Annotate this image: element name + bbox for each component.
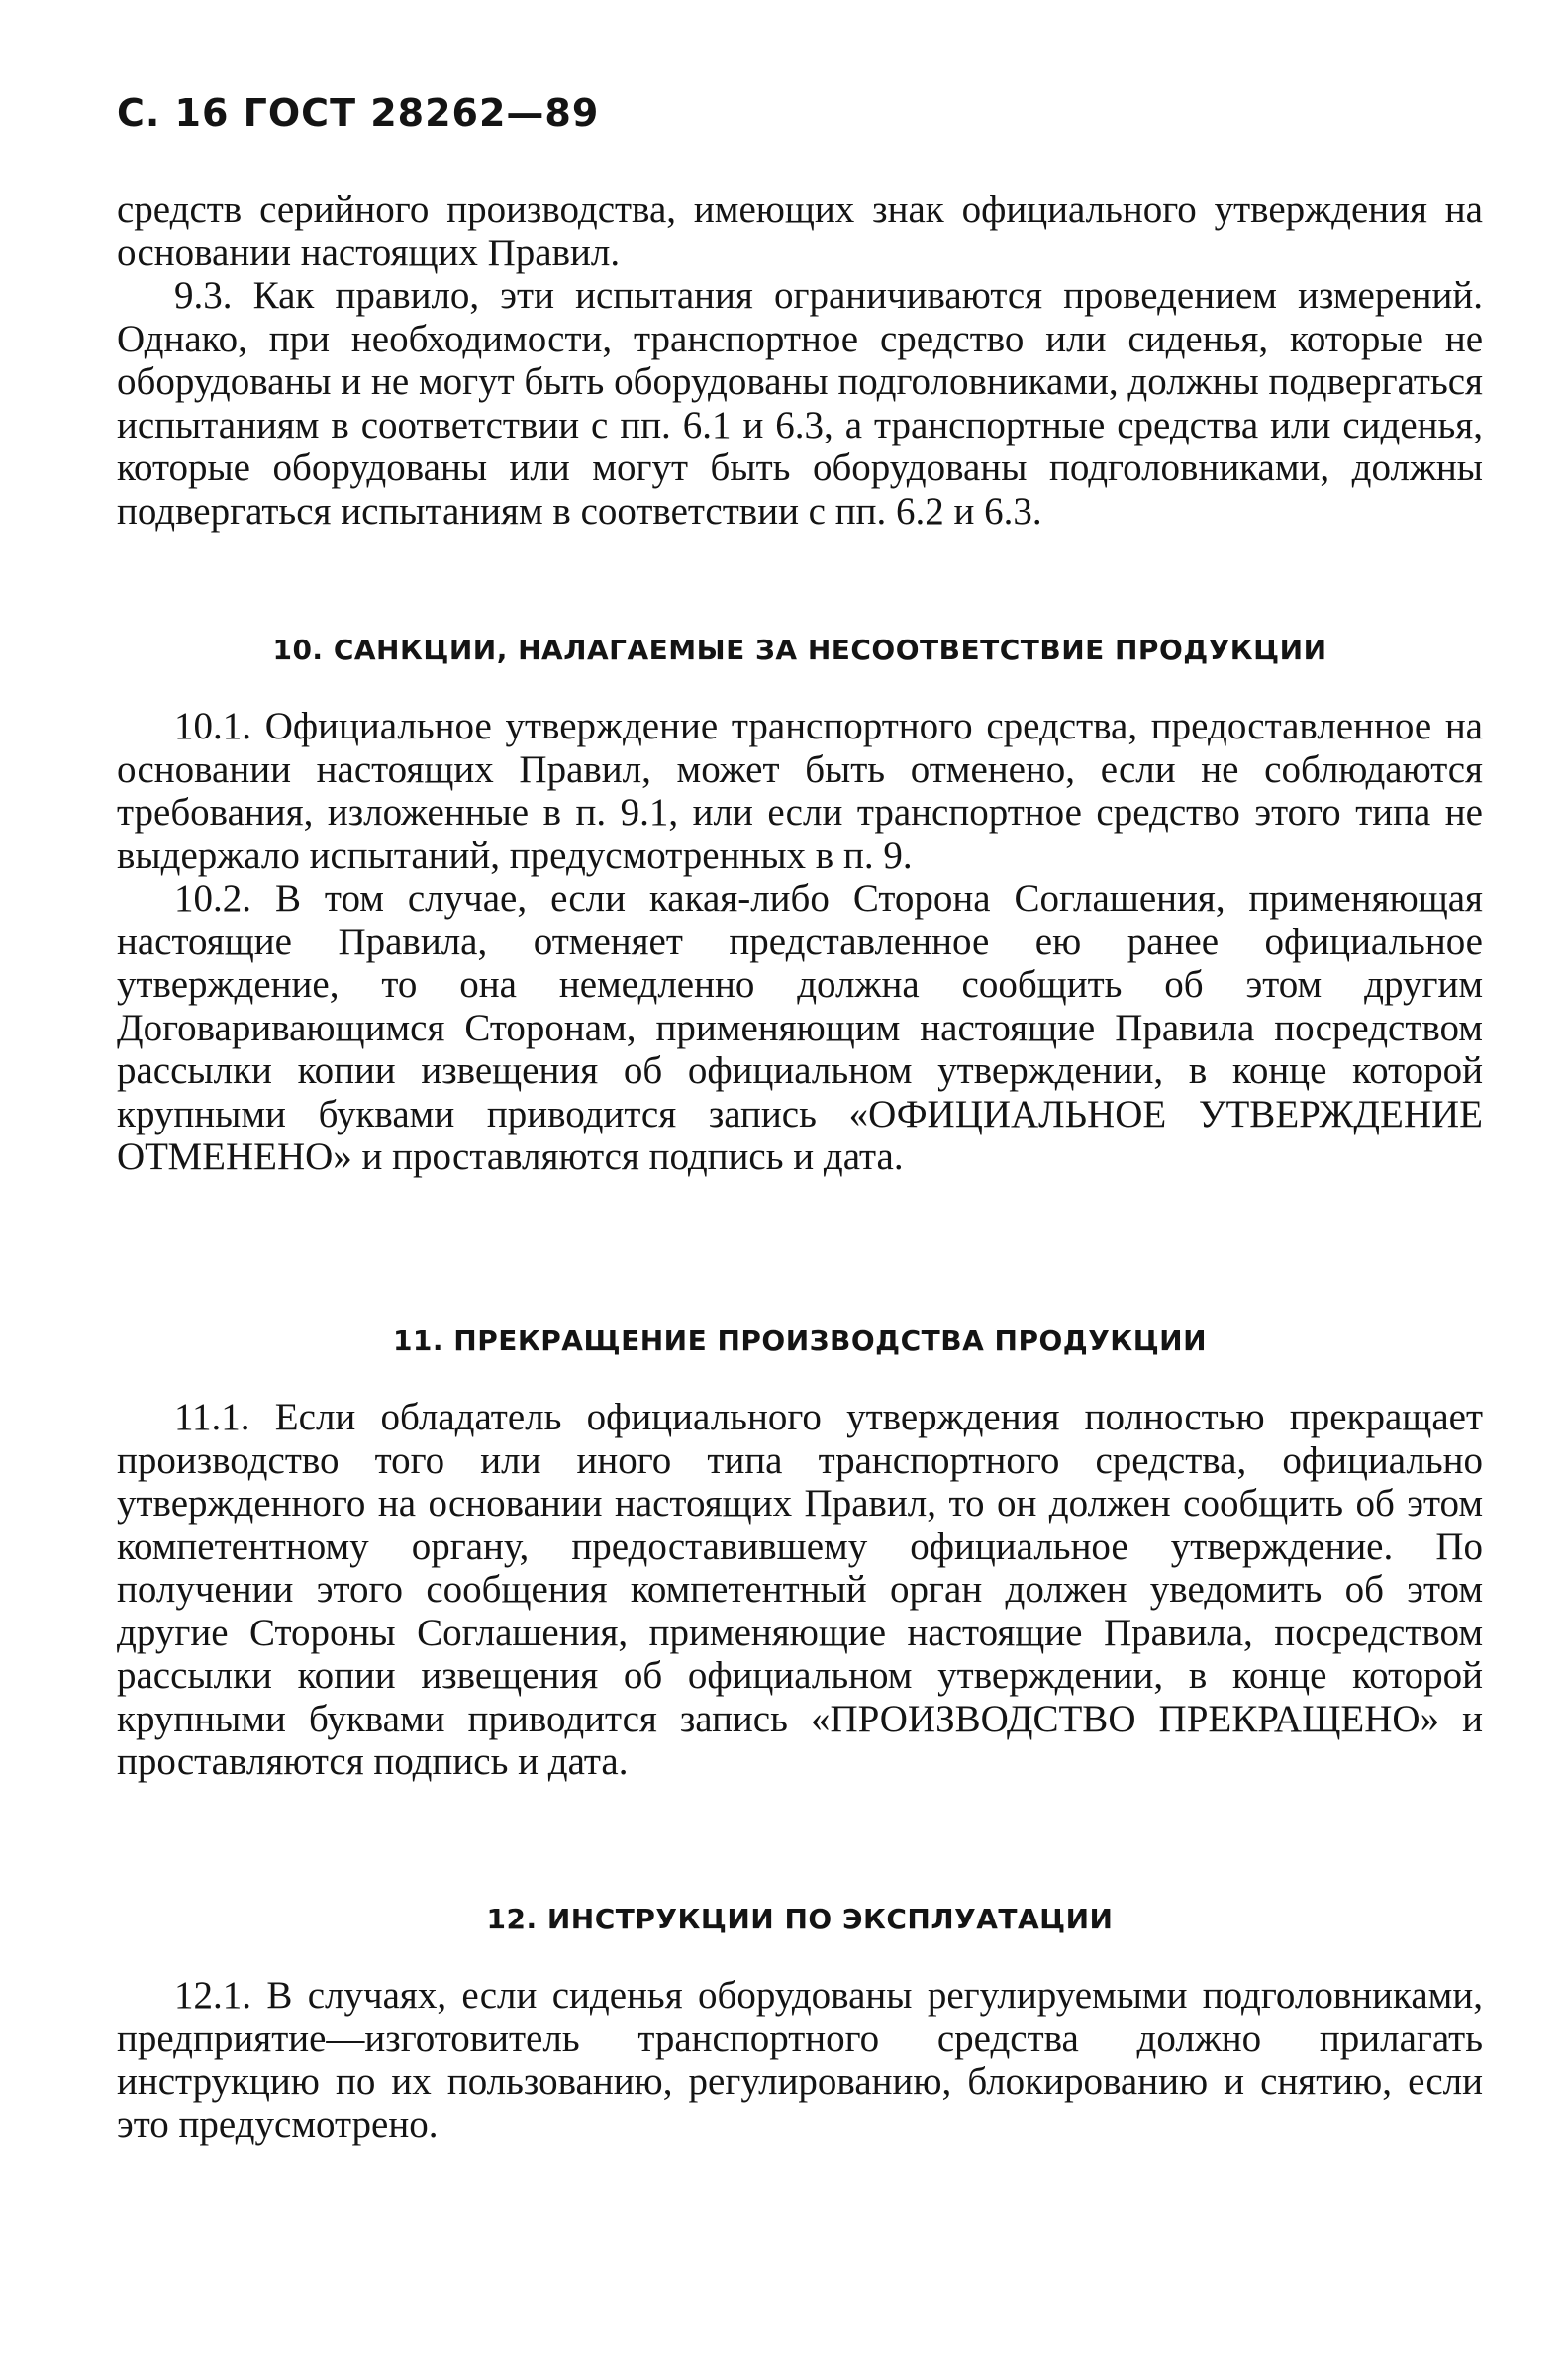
section-heading-10: 10. САНКЦИИ, НАЛАГАЕМЫЕ ЗА НЕСООТВЕТСТВИЕ ПРОДУКЦИИ	[272, 634, 1327, 666]
text-block-11	[117, 1396, 1483, 1784]
paragraph-10-2: 10.2. В том случае, если какая-либо Сторона Соглашения, применяющая настоящие Правила, отменяет представленное ею ранее официальное утверждение, то она немедленно должна сообщить об этом другим Договаривающимся Сторонам, применяющим настоящие Правила посредством рассылки копии извещения об официальном утверждении, в конце которой крупными буквами приводится запись «ОФИЦИАЛЬНОЕ УТВЕРЖДЕНИЕ ОТМЕНЕНО» и проставляются подпись и дата.	[117, 877, 1483, 1178]
paragraph-11-1: 11.1. Если обладатель официального утверждения полностью прекращает производство того или иного типа транспортного средства, официально утвержденного на основании настоящих Правил, то он должен сообщить об этом компетентному органу, предоставившему официальное утверждение. По получении этого сообщения компетентный орган должен уведомить об этом другие Стороны Соглашения, применяющие настоящие Правила, посредством рассылки копии извещения об официальном утверждении, в конце которой крупными буквами приводится запись «ПРОИЗВОДСТВО ПРЕКРАЩЕНО» и проставляются подпись и дата.	[117, 1396, 1483, 1783]
text-block-10	[117, 705, 1483, 1179]
running-head: С. 16 ГОСТ 28262—89	[117, 91, 600, 135]
paragraph-12-1: 12.1. В случаях, если сиденья оборудованы регулируемыми подголовниками, предприятие—изготовитель транспортного средства должно прилагать инструкцию по их пользованию, регулированию, блокированию и снятию, если это предусмотрено.	[117, 1974, 1483, 2146]
paragraph-10-1: 10.1. Официальное утверждение транспортного средства, предоставленное на основании настоящих Правил, может быть отменено, если не соблюдаются требования, изложенные в п. 9.1, или если транспортное средство этого типа не выдержало испытаний, предусмотренных в п. 9.	[117, 705, 1483, 877]
paragraph-continuation: средств серийного производства, имеющих знак официального утверждения на основании настоящих Правил.	[117, 188, 1483, 274]
section-heading-11: 11. ПРЕКРАЩЕНИЕ ПРОИЗВОДСТВА ПРОДУКЦИИ	[392, 1325, 1208, 1357]
section-heading-12: 12. ИНСТРУКЦИИ ПО ЭКСПЛУАТАЦИИ	[486, 1903, 1114, 1935]
text-block-9	[117, 188, 1483, 533]
paragraph-9-3: 9.3. Как правило, эти испытания ограничиваются проведением измерений. Однако, при необходимости, транспортное средство или сиденья, которые не оборудованы и не могут быть оборудованы подголовниками, должны подвергаться испытаниям в соответствии с пп. 6.1 и 6.3, а транспортные средства или сиденья, которые оборудованы или могут быть оборудованы подголовниками, должны подвергаться испытаниям в соответствии с пп. 6.2 и 6.3.	[117, 274, 1483, 533]
text-block-12	[117, 1974, 1483, 2146]
